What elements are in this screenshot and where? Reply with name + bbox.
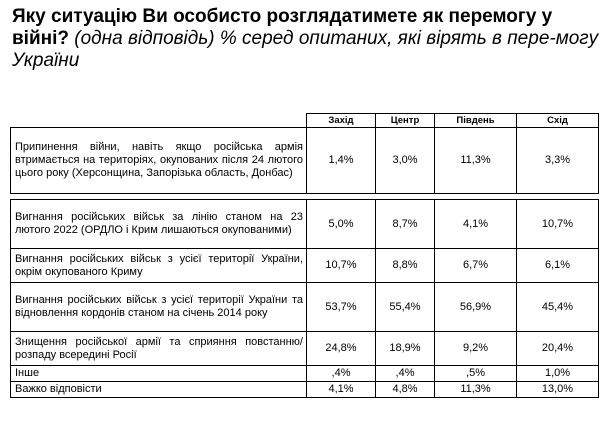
cell-value: 4,1% <box>435 200 517 249</box>
cell-value: 10,7% <box>517 200 599 249</box>
cell-value: 6,7% <box>435 249 517 283</box>
cell-value: 55,4% <box>376 283 435 332</box>
page-heading <box>12 6 600 72</box>
header-blank <box>11 114 307 128</box>
col-header-east: Схід <box>517 114 599 128</box>
cell-value: ,4% <box>307 366 376 382</box>
cell-value: 4,8% <box>376 382 435 398</box>
cell-value: 3,0% <box>376 128 435 194</box>
row-label: Інше <box>11 366 307 382</box>
cell-value: 18,9% <box>376 332 435 366</box>
table-row <box>11 366 599 382</box>
col-header-west: Захід <box>307 114 376 128</box>
cell-value: 13,0% <box>517 382 599 398</box>
row-label: Вигнання російських військ з усієї території України та відновлення кордонів станом на січень 2014 року <box>11 283 307 332</box>
heading-note: (одна відповідь) % серед опитаних, які вірять в пере-могу України <box>12 28 599 71</box>
cell-value: ,4% <box>376 366 435 382</box>
cell-value: 9,2% <box>435 332 517 366</box>
row-label: Вигнання російських військ за лінію станом на 23 лютого 2022 (ОРДЛО і Крим лишаються окупованими) <box>11 200 307 249</box>
row-label: Припинення війни, навіть якщо російська армія втримається на територіях, окупованих після 24 лютого цього року (Херсонщина, Запорізька область, Донбас) <box>11 128 307 194</box>
cell-value: 4,1% <box>307 382 376 398</box>
header-row <box>11 114 599 128</box>
cell-value: 24,8% <box>307 332 376 366</box>
col-header-south: Південь <box>435 114 517 128</box>
table-row <box>11 382 599 398</box>
heading-question: Яку ситуацію Ви особисто розглядатимете як перемогу у війні? <box>12 6 553 49</box>
table-row <box>11 128 599 194</box>
row-label: Вигнання російських військ з усієї території України, окрім окупованого Криму <box>11 249 307 283</box>
cell-value: 1,0% <box>517 366 599 382</box>
cell-value: 3,3% <box>517 128 599 194</box>
table-row <box>11 200 599 249</box>
row-label: Знищення російської армії та сприяння повстанню/розпаду всередині Росії <box>11 332 307 366</box>
cell-value: 8,8% <box>376 249 435 283</box>
cell-value: 10,7% <box>307 249 376 283</box>
cell-value: 1,4% <box>307 128 376 194</box>
cell-value: 56,9% <box>435 283 517 332</box>
cell-value: ,5% <box>435 366 517 382</box>
cell-value: 11,3% <box>435 128 517 194</box>
cell-value: 11,3% <box>435 382 517 398</box>
cell-value: 53,7% <box>307 283 376 332</box>
row-label: Важко відповісти <box>11 382 307 398</box>
results-table <box>10 113 599 398</box>
cell-value: 8,7% <box>376 200 435 249</box>
cell-value: 6,1% <box>517 249 599 283</box>
col-header-center: Центр <box>376 114 435 128</box>
table-row <box>11 332 599 366</box>
table-row <box>11 249 599 283</box>
table-row <box>11 283 599 332</box>
cell-value: 20,4% <box>517 332 599 366</box>
cell-value: 5,0% <box>307 200 376 249</box>
cell-value: 45,4% <box>517 283 599 332</box>
